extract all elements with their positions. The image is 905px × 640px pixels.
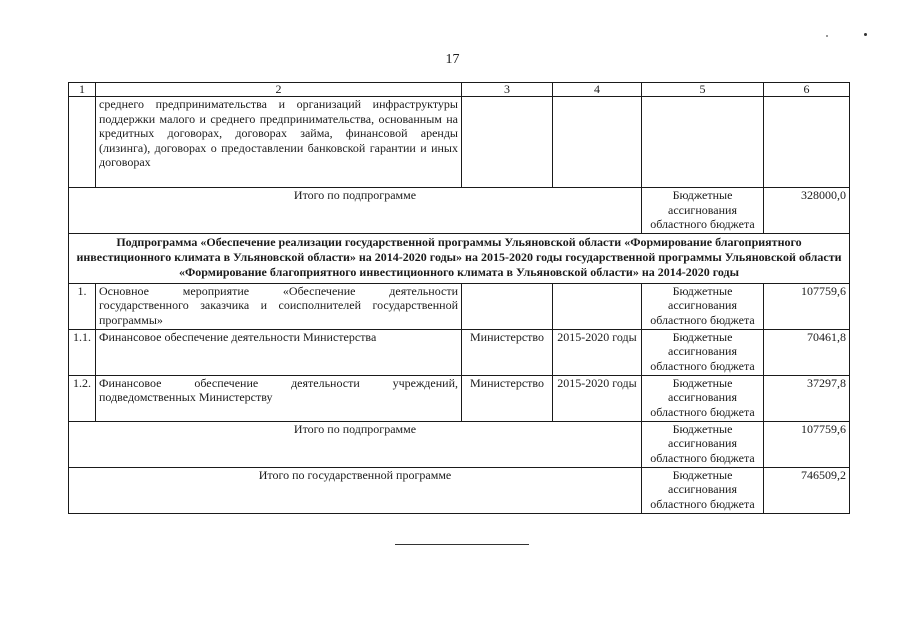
row-description: Финансовое обеспечение деятельности Министерства	[96, 329, 462, 375]
subtotal-row	[69, 188, 850, 234]
row-number: 1.1.	[69, 329, 96, 375]
row-executor: Министерство	[462, 329, 553, 375]
column-number: 2	[96, 83, 462, 97]
column-number: 1	[69, 83, 96, 97]
funding-source: Бюджетные ассигнования областного бюджета	[642, 329, 764, 375]
row-number: 1.	[69, 283, 96, 329]
column-number-row	[69, 83, 850, 97]
funding-source: Бюджетные ассигнования областного бюджета	[642, 467, 764, 513]
subtotal-row	[69, 421, 850, 467]
row-period: 2015-2020 годы	[553, 375, 642, 421]
funding-source: Бюджетные ассигнования областного бюджета	[642, 188, 764, 234]
funding-source: Бюджетные ассигнования областного бюджета	[642, 421, 764, 467]
column-number: 4	[553, 83, 642, 97]
table-row	[69, 97, 850, 188]
row-executor: Министерство	[462, 375, 553, 421]
scan-speck	[826, 35, 828, 37]
funding-source: Бюджетные ассигнования областного бюджета	[642, 375, 764, 421]
page-number: 17	[445, 52, 460, 67]
table-row	[69, 329, 850, 375]
table-row	[69, 375, 850, 421]
scan-speck	[864, 33, 867, 36]
subtotal-label: Итого по подпрограмме	[69, 188, 642, 234]
closing-rule	[395, 544, 529, 545]
amount: 746509,2	[764, 467, 850, 513]
table-row	[69, 283, 850, 329]
continued-description: среднего предпринимательства и организаций инфраструктуры поддержки малого и среднего предпринимательства, основанным на кредитных договорах, договорах займа, финансовой аренды (лизинга), договорах о предоставлении банковской гарантии и иных договорах	[96, 97, 462, 188]
grand-total-row	[69, 467, 850, 513]
row-period	[553, 283, 642, 329]
row-period: 2015-2020 годы	[553, 329, 642, 375]
subprogram-title: Подпрограмма «Обеспечение реализации государственной программы Ульяновской области «Формирование благоприятного инвестиционного климата в Ульяновской области» на 2014-2020 годы» на 2015-2020 годы государственной программы Ульяновской области «Формирование благоприятного инвестиционного климата в Ульяновской области» на 2014-2020 годы	[69, 234, 850, 284]
program-table	[68, 82, 850, 514]
column-number: 5	[642, 83, 764, 97]
grand-total-label: Итого по государственной программе	[69, 467, 642, 513]
subtotal-label: Итого по подпрограмме	[69, 421, 642, 467]
row-description: Финансовое обеспечение деятельности учреждений, подведомственных Министерству	[96, 375, 462, 421]
amount: 107759,6	[764, 283, 850, 329]
row-executor	[462, 283, 553, 329]
amount: 107759,6	[764, 421, 850, 467]
amount: 37297,8	[764, 375, 850, 421]
row-description: Основное мероприятие «Обеспечение деятельности государственного заказчика и соисполнителей государственной программы»	[96, 283, 462, 329]
column-number: 6	[764, 83, 850, 97]
column-number: 3	[462, 83, 553, 97]
subprogram-heading-row	[69, 234, 850, 284]
amount: 70461,8	[764, 329, 850, 375]
amount: 328000,0	[764, 188, 850, 234]
funding-source: Бюджетные ассигнования областного бюджета	[642, 283, 764, 329]
row-number: 1.2.	[69, 375, 96, 421]
